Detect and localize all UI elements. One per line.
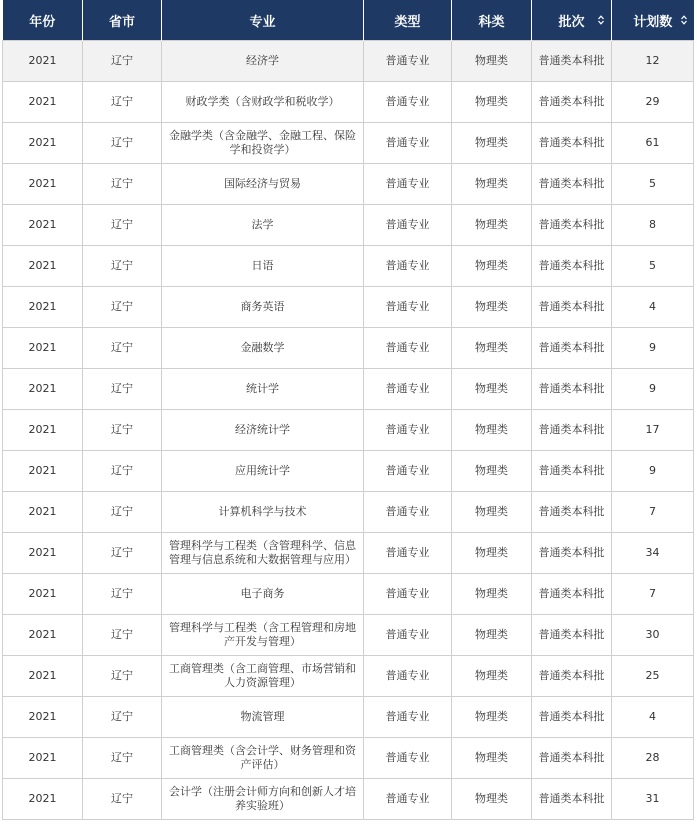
cell-type: 普通专业 bbox=[364, 41, 452, 82]
cell-year: 2021 bbox=[3, 369, 83, 410]
cell-batch: 普通类本科批 bbox=[532, 697, 612, 738]
cell-year: 2021 bbox=[3, 656, 83, 697]
cell-province: 辽宁 bbox=[83, 410, 162, 451]
cell-plan-count: 9 bbox=[612, 328, 694, 369]
table-row bbox=[3, 697, 694, 738]
header-row bbox=[3, 0, 694, 41]
cell-province: 辽宁 bbox=[83, 738, 162, 779]
cell-year: 2021 bbox=[3, 328, 83, 369]
cell-category: 物理类 bbox=[452, 615, 532, 656]
header-year-label: 年份 bbox=[29, 14, 56, 30]
table-row bbox=[3, 533, 694, 574]
cell-plan-count: 34 bbox=[612, 533, 694, 574]
header-category-label: 科类 bbox=[478, 14, 505, 30]
header-type-label: 类型 bbox=[394, 14, 421, 30]
cell-year: 2021 bbox=[3, 615, 83, 656]
header-plan-count[interactable] bbox=[612, 0, 694, 41]
cell-batch: 普通类本科批 bbox=[532, 246, 612, 287]
cell-category: 物理类 bbox=[452, 533, 532, 574]
admission-plan-table bbox=[2, 0, 694, 820]
cell-category: 物理类 bbox=[452, 369, 532, 410]
cell-type: 普通专业 bbox=[364, 246, 452, 287]
cell-category: 物理类 bbox=[452, 574, 532, 615]
cell-batch: 普通类本科批 bbox=[532, 123, 612, 164]
cell-major: 会计学（注册会计师方向和创新人才培养实验班） bbox=[162, 779, 364, 820]
cell-type: 普通专业 bbox=[364, 492, 452, 533]
cell-batch: 普通类本科批 bbox=[532, 779, 612, 820]
table-body bbox=[3, 41, 694, 820]
table-row bbox=[3, 369, 694, 410]
cell-plan-count: 4 bbox=[612, 697, 694, 738]
cell-province: 辽宁 bbox=[83, 41, 162, 82]
cell-category: 物理类 bbox=[452, 779, 532, 820]
cell-plan-count: 9 bbox=[612, 369, 694, 410]
cell-major: 财政学类（含财政学和税收学） bbox=[162, 82, 364, 123]
cell-category: 物理类 bbox=[452, 656, 532, 697]
cell-major: 工商管理类（含会计学、财务管理和资产评估） bbox=[162, 738, 364, 779]
cell-category: 物理类 bbox=[452, 123, 532, 164]
cell-type: 普通专业 bbox=[364, 82, 452, 123]
cell-plan-count: 28 bbox=[612, 738, 694, 779]
header-year[interactable] bbox=[3, 0, 83, 41]
cell-category: 物理类 bbox=[452, 328, 532, 369]
cell-province: 辽宁 bbox=[83, 697, 162, 738]
cell-year: 2021 bbox=[3, 123, 83, 164]
cell-plan-count: 29 bbox=[612, 82, 694, 123]
cell-province: 辽宁 bbox=[83, 369, 162, 410]
cell-batch: 普通类本科批 bbox=[532, 328, 612, 369]
cell-major: 金融学类（含金融学、金融工程、保险学和投资学） bbox=[162, 123, 364, 164]
cell-plan-count: 17 bbox=[612, 410, 694, 451]
cell-category: 物理类 bbox=[452, 410, 532, 451]
cell-major: 应用统计学 bbox=[162, 451, 364, 492]
cell-major: 日语 bbox=[162, 246, 364, 287]
cell-batch: 普通类本科批 bbox=[532, 410, 612, 451]
table-row bbox=[3, 410, 694, 451]
cell-batch: 普通类本科批 bbox=[532, 574, 612, 615]
table-row bbox=[3, 615, 694, 656]
cell-type: 普通专业 bbox=[364, 615, 452, 656]
table-row bbox=[3, 287, 694, 328]
cell-major: 经济学 bbox=[162, 41, 364, 82]
cell-year: 2021 bbox=[3, 246, 83, 287]
cell-province: 辽宁 bbox=[83, 656, 162, 697]
cell-year: 2021 bbox=[3, 287, 83, 328]
table-row bbox=[3, 492, 694, 533]
cell-major: 电子商务 bbox=[162, 574, 364, 615]
header-plan-count-label: 计划数 bbox=[633, 14, 673, 30]
cell-major: 法学 bbox=[162, 205, 364, 246]
cell-type: 普通专业 bbox=[364, 328, 452, 369]
cell-major: 经济统计学 bbox=[162, 410, 364, 451]
cell-plan-count: 4 bbox=[612, 287, 694, 328]
cell-type: 普通专业 bbox=[364, 287, 452, 328]
table-row bbox=[3, 164, 694, 205]
cell-batch: 普通类本科批 bbox=[532, 82, 612, 123]
cell-province: 辽宁 bbox=[83, 246, 162, 287]
cell-year: 2021 bbox=[3, 82, 83, 123]
cell-type: 普通专业 bbox=[364, 164, 452, 205]
cell-type: 普通专业 bbox=[364, 369, 452, 410]
cell-major: 管理科学与工程类（含管理科学、信息管理与信息系统和大数据管理与应用） bbox=[162, 533, 364, 574]
cell-category: 物理类 bbox=[452, 82, 532, 123]
table-row bbox=[3, 779, 694, 820]
cell-type: 普通专业 bbox=[364, 533, 452, 574]
cell-year: 2021 bbox=[3, 164, 83, 205]
header-major[interactable] bbox=[162, 0, 364, 41]
cell-major: 商务英语 bbox=[162, 287, 364, 328]
cell-batch: 普通类本科批 bbox=[532, 615, 612, 656]
header-province-label: 省市 bbox=[108, 14, 135, 30]
header-type[interactable] bbox=[364, 0, 452, 41]
sort-updown-icon[interactable] bbox=[598, 15, 604, 25]
header-batch-label: 批次 bbox=[558, 14, 585, 30]
cell-batch: 普通类本科批 bbox=[532, 369, 612, 410]
cell-year: 2021 bbox=[3, 410, 83, 451]
cell-major: 工商管理类（含工商管理、市场营销和人力资源管理） bbox=[162, 656, 364, 697]
header-major-label: 专业 bbox=[249, 14, 276, 30]
cell-batch: 普通类本科批 bbox=[532, 287, 612, 328]
cell-province: 辽宁 bbox=[83, 574, 162, 615]
cell-plan-count: 9 bbox=[612, 451, 694, 492]
cell-province: 辽宁 bbox=[83, 492, 162, 533]
cell-province: 辽宁 bbox=[83, 615, 162, 656]
cell-type: 普通专业 bbox=[364, 205, 452, 246]
cell-batch: 普通类本科批 bbox=[532, 205, 612, 246]
cell-province: 辽宁 bbox=[83, 451, 162, 492]
cell-category: 物理类 bbox=[452, 451, 532, 492]
cell-major: 金融数学 bbox=[162, 328, 364, 369]
cell-plan-count: 25 bbox=[612, 656, 694, 697]
cell-year: 2021 bbox=[3, 41, 83, 82]
cell-province: 辽宁 bbox=[83, 328, 162, 369]
cell-plan-count: 8 bbox=[612, 205, 694, 246]
cell-category: 物理类 bbox=[452, 164, 532, 205]
cell-major: 物流管理 bbox=[162, 697, 364, 738]
cell-batch: 普通类本科批 bbox=[532, 41, 612, 82]
cell-type: 普通专业 bbox=[364, 123, 452, 164]
cell-year: 2021 bbox=[3, 779, 83, 820]
cell-province: 辽宁 bbox=[83, 164, 162, 205]
cell-category: 物理类 bbox=[452, 287, 532, 328]
cell-major: 统计学 bbox=[162, 369, 364, 410]
cell-plan-count: 30 bbox=[612, 615, 694, 656]
cell-province: 辽宁 bbox=[83, 205, 162, 246]
cell-batch: 普通类本科批 bbox=[532, 164, 612, 205]
cell-plan-count: 12 bbox=[612, 41, 694, 82]
cell-type: 普通专业 bbox=[364, 451, 452, 492]
table-row bbox=[3, 451, 694, 492]
cell-year: 2021 bbox=[3, 533, 83, 574]
table-row bbox=[3, 574, 694, 615]
cell-type: 普通专业 bbox=[364, 697, 452, 738]
table-header bbox=[3, 0, 694, 41]
cell-type: 普通专业 bbox=[364, 656, 452, 697]
table-row bbox=[3, 738, 694, 779]
cell-province: 辽宁 bbox=[83, 779, 162, 820]
table-row bbox=[3, 82, 694, 123]
cell-plan-count: 61 bbox=[612, 123, 694, 164]
table-row bbox=[3, 41, 694, 82]
cell-major: 国际经济与贸易 bbox=[162, 164, 364, 205]
table-row bbox=[3, 656, 694, 697]
cell-category: 物理类 bbox=[452, 697, 532, 738]
cell-plan-count: 5 bbox=[612, 246, 694, 287]
cell-batch: 普通类本科批 bbox=[532, 492, 612, 533]
table-row bbox=[3, 246, 694, 287]
cell-batch: 普通类本科批 bbox=[532, 738, 612, 779]
cell-category: 物理类 bbox=[452, 205, 532, 246]
cell-year: 2021 bbox=[3, 205, 83, 246]
cell-category: 物理类 bbox=[452, 738, 532, 779]
cell-category: 物理类 bbox=[452, 246, 532, 287]
header-province[interactable] bbox=[83, 0, 162, 41]
cell-year: 2021 bbox=[3, 574, 83, 615]
table-row bbox=[3, 328, 694, 369]
cell-province: 辽宁 bbox=[83, 287, 162, 328]
header-batch[interactable] bbox=[532, 0, 612, 41]
cell-category: 物理类 bbox=[452, 492, 532, 533]
cell-plan-count: 7 bbox=[612, 574, 694, 615]
cell-batch: 普通类本科批 bbox=[532, 656, 612, 697]
sort-updown-icon[interactable] bbox=[681, 15, 687, 25]
cell-major: 管理科学与工程类（含工程管理和房地产开发与管理） bbox=[162, 615, 364, 656]
header-category[interactable] bbox=[452, 0, 532, 41]
cell-batch: 普通类本科批 bbox=[532, 451, 612, 492]
cell-plan-count: 7 bbox=[612, 492, 694, 533]
cell-province: 辽宁 bbox=[83, 123, 162, 164]
table-row bbox=[3, 205, 694, 246]
cell-category: 物理类 bbox=[452, 41, 532, 82]
table-row bbox=[3, 123, 694, 164]
cell-plan-count: 5 bbox=[612, 164, 694, 205]
cell-year: 2021 bbox=[3, 697, 83, 738]
cell-plan-count: 31 bbox=[612, 779, 694, 820]
cell-major: 计算机科学与技术 bbox=[162, 492, 364, 533]
cell-year: 2021 bbox=[3, 451, 83, 492]
cell-year: 2021 bbox=[3, 492, 83, 533]
cell-year: 2021 bbox=[3, 738, 83, 779]
cell-province: 辽宁 bbox=[83, 533, 162, 574]
cell-province: 辽宁 bbox=[83, 82, 162, 123]
cell-type: 普通专业 bbox=[364, 779, 452, 820]
cell-type: 普通专业 bbox=[364, 574, 452, 615]
cell-batch: 普通类本科批 bbox=[532, 533, 612, 574]
cell-type: 普通专业 bbox=[364, 738, 452, 779]
cell-type: 普通专业 bbox=[364, 410, 452, 451]
